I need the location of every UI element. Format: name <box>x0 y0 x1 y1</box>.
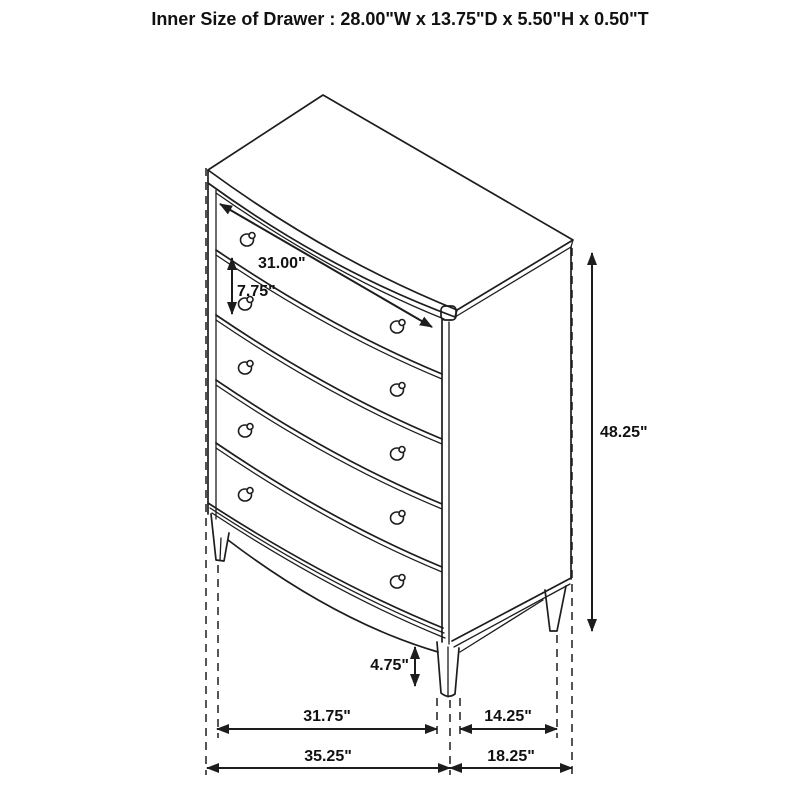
overall-width-label: 35.25" <box>304 748 352 765</box>
front-leg-span-label: 31.75" <box>303 708 351 725</box>
drawer-knob <box>391 447 406 461</box>
drawer-knob <box>241 233 256 247</box>
drawer-knob <box>239 361 254 375</box>
back-right-leg <box>545 586 566 631</box>
drawer-knob <box>239 424 254 438</box>
diagram-title: Inner Size of Drawer : 28.00"W x 13.75"D x 5.50"H x 0.50"T <box>151 9 649 29</box>
dimension-overall-width <box>207 748 450 768</box>
dimension-leg-height <box>370 647 415 686</box>
dimension-overall-depth <box>450 748 572 768</box>
drawer-knob <box>391 511 406 525</box>
chest-front-frame <box>208 183 456 644</box>
overall-height-label: 48.25" <box>600 424 648 441</box>
front-left-leg <box>211 514 229 561</box>
leg-height-label: 4.75" <box>370 657 409 674</box>
drawer-knob <box>391 575 406 589</box>
drawer-knob <box>239 488 254 502</box>
front-right-leg <box>437 642 459 697</box>
dimension-side-leg-span <box>460 708 557 729</box>
overall-depth-label: 18.25" <box>487 748 535 765</box>
dimension-overall-height <box>592 253 648 631</box>
dimension-drawer-inner-width <box>220 204 432 327</box>
chest-drawing <box>208 95 573 697</box>
dimension-front-leg-span <box>217 708 437 729</box>
drawer-knob <box>391 320 406 334</box>
chest-base <box>208 503 445 652</box>
drawer-inner-width-label: 31.00" <box>258 255 306 272</box>
drawer-knob <box>391 383 406 397</box>
side-leg-span-label: 14.25" <box>484 708 532 725</box>
drawer-front-height-label: 7.75" <box>237 283 276 300</box>
